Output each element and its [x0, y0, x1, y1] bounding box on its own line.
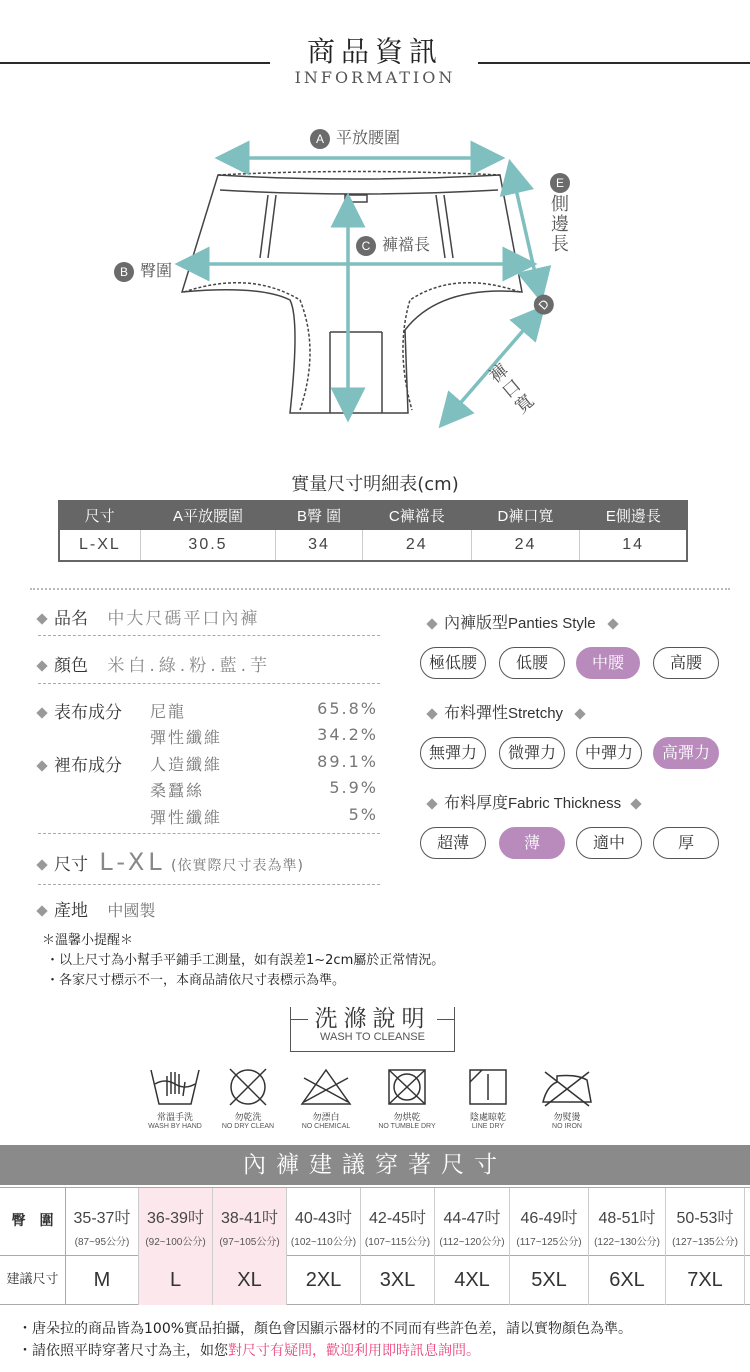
- label-a-text: 平放腰圍: [336, 128, 401, 147]
- stretch-heading: [428, 700, 592, 723]
- size-cell: 24: [362, 529, 471, 561]
- material-pct: 34.2%: [317, 725, 378, 744]
- recommend-size-cell: 4XL: [435, 1255, 510, 1305]
- wash-label: 勿熨燙: [553, 1113, 581, 1123]
- page-subtitle: INFORMATION: [294, 68, 456, 87]
- inner-fabric-label: 裡布成分: [54, 756, 122, 776]
- stretch-label-en: Stretchy: [508, 705, 564, 722]
- inner-fabric-row: [38, 751, 122, 776]
- hip-inches: 44-47吋: [443, 1210, 501, 1227]
- wash-label-en: NO TUMBLE DRY: [378, 1123, 436, 1130]
- material-name: 尼龍: [150, 702, 187, 721]
- label-e-text: 側邊長: [551, 193, 569, 255]
- size-header: B臀 圍: [276, 501, 363, 529]
- hip-inches: 42-45吋: [369, 1210, 426, 1227]
- material-pct: 65.8%: [317, 699, 378, 718]
- size-header: A平放腰圍: [140, 501, 275, 529]
- no-bleach-icon: [296, 1066, 356, 1108]
- size-cell: 34: [276, 529, 363, 561]
- diamond-bullet-icon: [36, 859, 47, 870]
- thickness-label: 布料厚度: [444, 793, 509, 812]
- thickness-option[interactable]: 厚: [653, 827, 719, 859]
- style-option-selected[interactable]: 中腰: [576, 647, 640, 679]
- diamond-bullet-icon: [426, 618, 437, 629]
- badge-d: D: [530, 290, 558, 318]
- tips-line: ・各家尺寸標示不一，本商品請依尺寸表標示為準。: [46, 973, 346, 988]
- hip-inches: 38-41吋: [221, 1210, 278, 1227]
- page-title: 商品資訊: [306, 35, 443, 68]
- badge-a: A: [310, 129, 330, 149]
- wash-item-no-iron: [522, 1066, 612, 1130]
- style-heading: [428, 610, 625, 633]
- diamond-bullet-icon: [426, 798, 437, 809]
- wash-subtitle: WASH TO CLEANSE: [320, 1031, 425, 1043]
- size-value: L-XL: [99, 848, 166, 876]
- wash-label: 陰處晾乾: [469, 1113, 506, 1123]
- wash-item-line-dry: [443, 1066, 533, 1130]
- divider: [38, 833, 380, 834]
- hip-cell: [666, 1188, 745, 1255]
- hip-label: 臀 圍: [11, 1213, 54, 1229]
- style-option[interactable]: 極低腰: [420, 647, 486, 679]
- material-pct: 5%: [348, 805, 378, 824]
- label-a: [310, 125, 400, 149]
- divider: [38, 884, 380, 885]
- wash-label: 勿漂白: [312, 1113, 340, 1123]
- diamond-bullet-icon: [426, 708, 437, 719]
- hip-row-label: [0, 1188, 66, 1255]
- wash-label-en: LINE DRY: [471, 1123, 505, 1130]
- wash-frame-line-left: [290, 1019, 308, 1020]
- recommend-size-cell: 7XL: [666, 1255, 745, 1305]
- hip-cm: (112~120公分): [439, 1237, 505, 1248]
- product-name-row: [38, 604, 259, 629]
- wash-label-en: NO CHEMICAL: [301, 1123, 351, 1130]
- size-label: 尺寸: [54, 855, 88, 875]
- wash-item-no-bleach: [281, 1066, 371, 1130]
- recommend-size-cell: L: [139, 1255, 213, 1305]
- size-header: C褲襠長: [362, 501, 471, 529]
- material-pct: 89.1%: [317, 752, 378, 771]
- material-name: 桑蠶絲: [150, 781, 205, 800]
- material-pct: 5.9%: [329, 778, 378, 797]
- tips-title: ＊溫馨小提醒＊: [42, 933, 134, 948]
- wash-label: 勿乾洗: [234, 1113, 262, 1123]
- size-cell: 14: [580, 529, 687, 561]
- line-dry-icon: [458, 1066, 518, 1108]
- origin-value: 中國製: [107, 901, 156, 920]
- badge-c: C: [356, 236, 376, 256]
- label-b-text: 臀圍: [140, 261, 173, 280]
- diamond-bullet-icon: [36, 660, 47, 671]
- outer-fabric-label: 表布成分: [54, 703, 122, 723]
- recommend-size-cell: 6XL: [589, 1255, 666, 1305]
- thickness-option[interactable]: 適中: [576, 827, 642, 859]
- arrow-e: [513, 176, 538, 286]
- material-name: 彈性纖維: [150, 808, 223, 827]
- divider: [38, 635, 380, 636]
- material-name: 人造纖維: [150, 755, 223, 774]
- hip-cm: (107~115公分): [364, 1237, 431, 1248]
- size-row-label: [0, 1255, 66, 1305]
- stretch-label: 布料彈性: [444, 703, 509, 722]
- style-label: 內褲版型: [444, 613, 509, 632]
- garment-diagram: [0, 110, 750, 440]
- color-row: [38, 651, 271, 676]
- size-header: D褲口寬: [471, 501, 580, 529]
- recommend-size-cell: XL: [213, 1255, 287, 1305]
- hip-cm: (117~125公分): [516, 1237, 582, 1248]
- diamond-bullet-icon: [607, 618, 618, 629]
- hip-inches: 35-37吋: [73, 1210, 131, 1227]
- diamond-bullet-icon: [36, 707, 47, 718]
- recommend-grid: [0, 1187, 750, 1305]
- size-cell: L-XL: [59, 529, 140, 561]
- badge-e: E: [550, 173, 570, 193]
- hip-cell: [361, 1188, 435, 1255]
- hip-cm: (122~130公分): [594, 1237, 660, 1248]
- origin-row: [38, 896, 155, 921]
- size-cell: 24: [471, 529, 580, 561]
- size-note: (依實際尺寸表為準): [171, 858, 304, 874]
- hip-inches: 40-43吋: [295, 1210, 352, 1227]
- stretch-option[interactable]: 無彈力: [420, 737, 486, 769]
- wash-label: 勿烘乾: [393, 1113, 421, 1123]
- label-c-text: 褲襠長: [382, 235, 431, 254]
- hip-cell: [435, 1188, 510, 1255]
- thickness-option-selected[interactable]: 薄: [499, 827, 565, 859]
- color-value: 米白.綠.粉.藍.芋: [107, 656, 272, 676]
- color-label: 顏色: [54, 656, 88, 676]
- hip-cm: (102~110公分): [290, 1237, 357, 1248]
- diamond-bullet-icon: [631, 798, 642, 809]
- wash-item-no-dry-clean: [203, 1066, 293, 1130]
- stretch-option[interactable]: 中彈力: [576, 737, 642, 769]
- hip-cm: (87~95公分): [74, 1237, 130, 1248]
- origin-label: 產地: [54, 901, 88, 921]
- outer-fabric-row: [38, 698, 122, 723]
- divider: [38, 683, 380, 684]
- hand-wash-icon: [145, 1066, 205, 1108]
- hip-cm: (92~100公分): [145, 1237, 206, 1248]
- style-option[interactable]: 高腰: [653, 647, 719, 679]
- badge-b: B: [114, 262, 134, 282]
- hip-inches: 36-39吋: [147, 1210, 204, 1227]
- hip-inches: 46-49吋: [520, 1210, 578, 1227]
- wash-title: 洗滌說明: [308, 1000, 437, 1033]
- recommend-size-cell: 5XL: [510, 1255, 589, 1305]
- dotted-divider: [30, 588, 730, 590]
- wash-label: 常溫手洗: [156, 1113, 193, 1123]
- hip-inches: 48-51吋: [598, 1210, 656, 1227]
- stretch-option[interactable]: 微彈力: [499, 737, 565, 769]
- note-line: ・唐朵拉的商品皆為100%實品拍攝，顏色會因顯示器材的不同而有些許色差，請以實物顏色為準。: [18, 1321, 633, 1337]
- hip-cm: (127~135公分): [672, 1237, 738, 1248]
- hip-cm: (97~105公分): [219, 1237, 280, 1248]
- note-highlight: 對尺寸有疑問，歡迎利用即時訊息詢問。: [228, 1343, 480, 1359]
- recommend-size-label: 建議尺寸: [6, 1272, 59, 1287]
- size-row: [38, 848, 304, 876]
- size-cell: 30.5: [140, 529, 275, 561]
- no-dry-clean-icon: [218, 1066, 278, 1108]
- no-tumble-dry-icon: [377, 1066, 437, 1108]
- wash-frame-line-right: [437, 1019, 455, 1020]
- thickness-heading: [428, 790, 648, 813]
- wash-label-en: WASH BY HAND: [148, 1123, 202, 1130]
- size-table-title: 實量尺寸明細表(cm): [291, 474, 459, 495]
- label-e: [540, 172, 580, 255]
- size-header: 尺寸: [59, 501, 140, 529]
- label-b: [114, 258, 172, 282]
- product-name-label: 品名: [54, 609, 88, 629]
- size-table: [58, 500, 688, 562]
- style-option[interactable]: 低腰: [499, 647, 565, 679]
- product-name-value: 中大尺碼平口內褲: [107, 609, 260, 629]
- wash-label-en: NO IRON: [552, 1123, 582, 1130]
- label-c: [356, 232, 430, 256]
- hip-cell: [66, 1188, 139, 1255]
- wash-item-no-tumble-dry: [362, 1066, 452, 1130]
- diamond-bullet-icon: [36, 760, 47, 771]
- diamond-bullet-icon: [574, 708, 585, 719]
- recommend-title: 內褲建議穿著尺寸: [0, 1145, 750, 1185]
- hip-cell: [213, 1188, 287, 1255]
- size-header: E側邊長: [580, 501, 687, 529]
- note-text: ・請依照平時穿著尺寸為主，如您: [18, 1343, 228, 1359]
- hip-inches: 50-53吋: [676, 1210, 734, 1227]
- recommend-size-cell: 3XL: [361, 1255, 435, 1305]
- note-line-2: [18, 1340, 480, 1360]
- hip-cell: [510, 1188, 589, 1255]
- stretch-option-selected[interactable]: 高彈力: [653, 737, 719, 769]
- recommend-size-cell: 2XL: [287, 1255, 361, 1305]
- style-label-en: Panties Style: [508, 615, 596, 632]
- thickness-option[interactable]: 超薄: [420, 827, 486, 859]
- panties-outline: [182, 172, 522, 414]
- hip-cell: [139, 1188, 213, 1255]
- tips-line: ・以上尺寸為小幫手平鋪手工測量，如有誤差1~2cm屬於正常情況。: [46, 953, 445, 968]
- no-iron-icon: [537, 1066, 597, 1108]
- hip-cell: [589, 1188, 666, 1255]
- hip-cell: [287, 1188, 361, 1255]
- diamond-bullet-icon: [36, 613, 47, 624]
- recommend-size-cell: M: [66, 1255, 139, 1305]
- wash-label-en: NO DRY CLEAN: [221, 1123, 275, 1130]
- material-name: 彈性纖維: [150, 728, 223, 747]
- label-d-text: 褲口寬: [483, 359, 538, 420]
- diamond-bullet-icon: [36, 905, 47, 916]
- thickness-label-en: Fabric Thickness: [508, 795, 622, 812]
